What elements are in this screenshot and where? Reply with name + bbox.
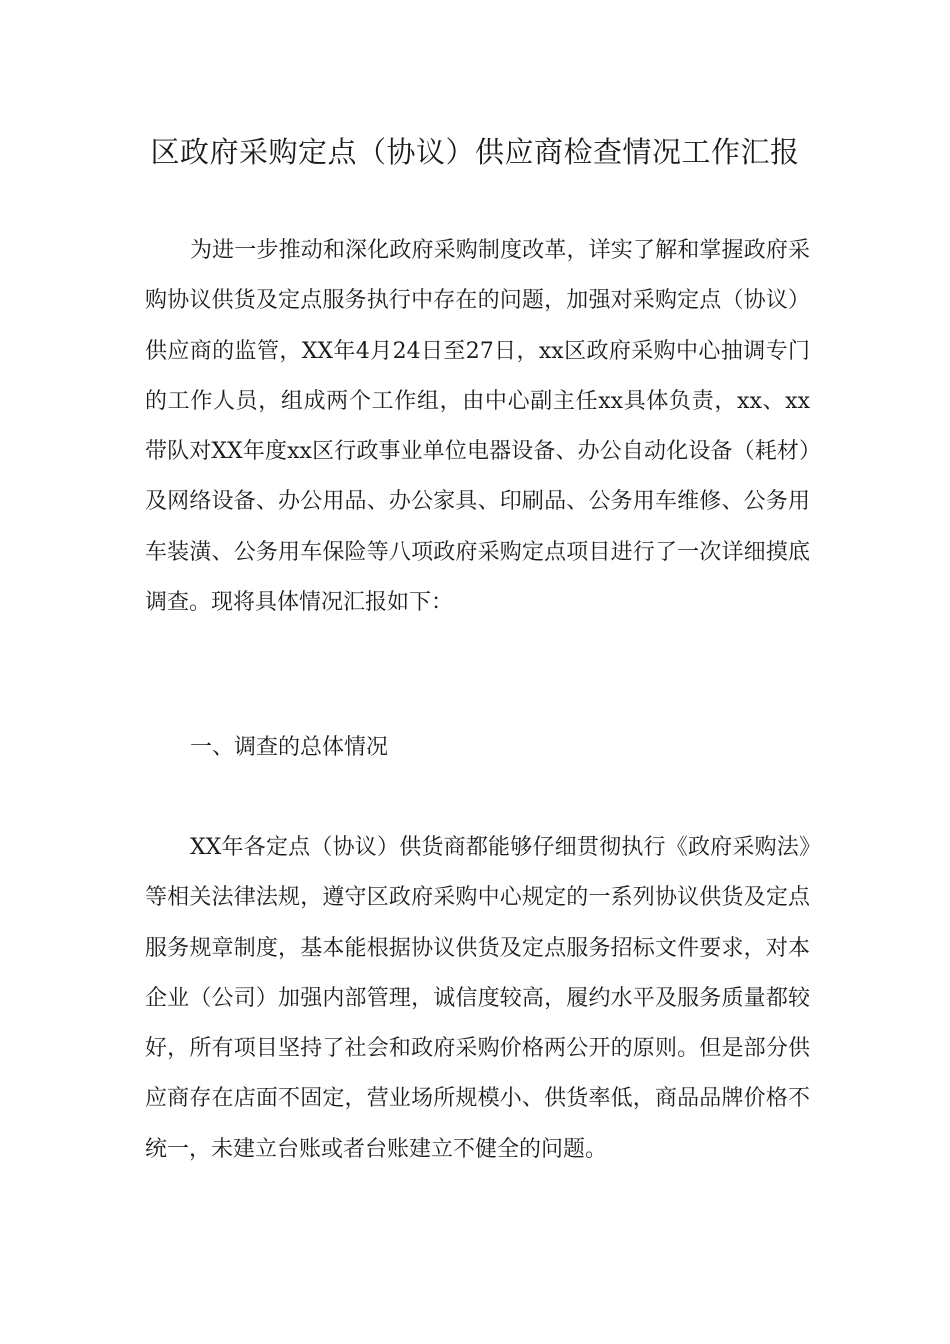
section-heading-overall: 一、调查的总体情况 [190,735,389,760]
intro-paragraph: 为进一步推动和深化政府采购制度改革，详实了解和掌握政府采购协议供货及定点服务执行中存在的问题，加强对采购定点（协议）供应商的监管，XX年4月24日至27日，xx区政府采购中心抽调专门的工作人员，组成两个工作组，由中心副主任xx具体负责，xx、xx带队对XX年度xx区行政事业单位电器设备、办公自动化设备（耗材）及网络设备、办公用品、办公家具、印刷品、公务用车维修、公务用车装潢、公务用车保险等八项政府采购定点项目进行了一次详细摸底调查。现将具体情况汇报如下： [145,238,810,616]
document-title: 区政府采购定点（协议）供应商检查情况工作汇报 [150,135,800,169]
overall-situation-paragraph: XX年各定点（协议）供货商都能够仔细贯彻执行《政府采购法》等相关法律法规，遵守区政府采购中心规定的一系列协议供货及定点服务规章制度，基本能根据协议供货及定点服务招标文件要求，对本企业（公司）加强内部管理，诚信度较高，履约水平及服务质量都较好，所有项目坚持了社会和政府采购价格两公开的原则。但是部分供应商存在店面不固定，营业场所规模小、供货率低，商品品牌价格不统一，未建立台账或者台账建立不健全的问题。 [145,835,810,1162]
